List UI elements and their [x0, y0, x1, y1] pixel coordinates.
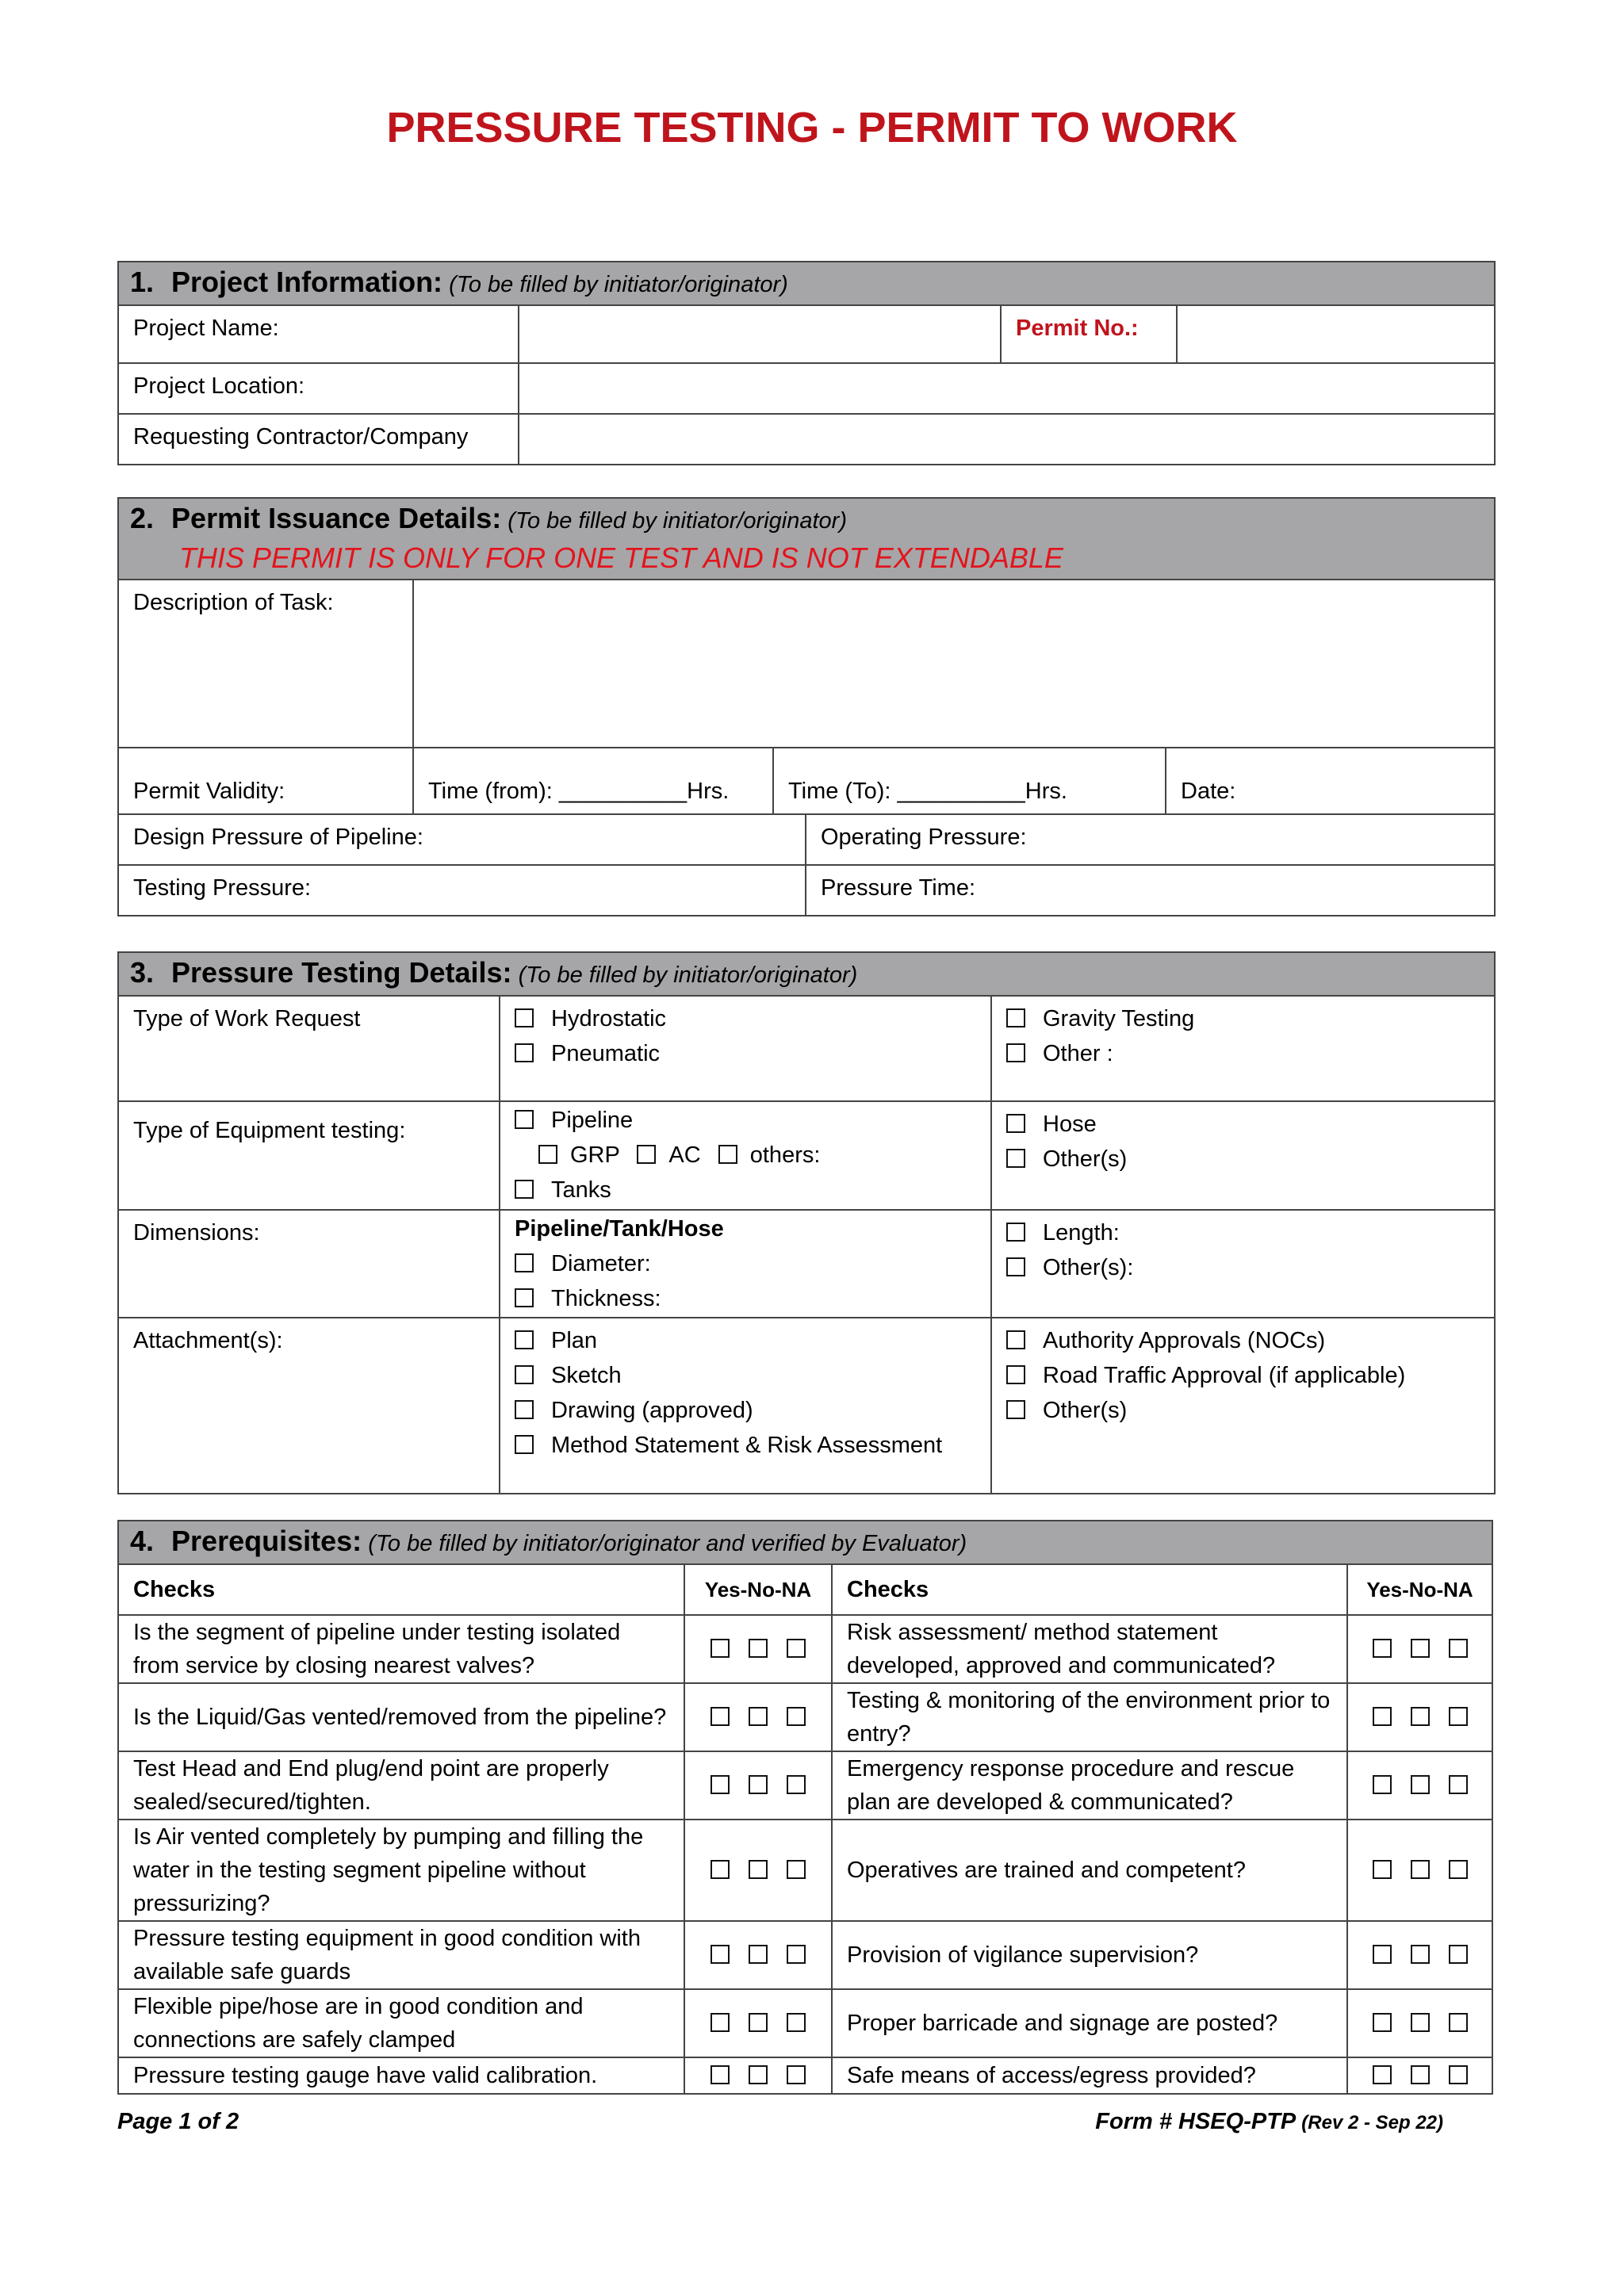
pipeline-tank-hose-heading: Pipeline/Tank/Hose [515, 1216, 724, 1242]
requesting-contractor-label: Requesting Contractor/Company [118, 414, 519, 465]
table-row [118, 1921, 1492, 1989]
checkbox[interactable] [1006, 1223, 1025, 1242]
checks-column-header: Checks [832, 1564, 1347, 1615]
thickness-option[interactable] [515, 1281, 976, 1316]
dimensions-label: Dimensions: [118, 1210, 500, 1318]
option-label: Other(s): [1043, 1255, 1134, 1280]
yes-checkbox[interactable] [710, 1775, 730, 1794]
yes-no-na-column-header: Yes-No-NA [684, 1564, 832, 1615]
checkbox[interactable] [1006, 1365, 1025, 1384]
yes-no-na-checkboxes [684, 1989, 832, 2057]
no-checkbox[interactable] [1411, 1775, 1430, 1794]
table-row [118, 1683, 1492, 1751]
table-row [118, 1751, 1492, 1820]
operating-pressure-field[interactable]: Operating Pressure: [806, 814, 1495, 865]
table-row [118, 1615, 1492, 1683]
yes-checkbox[interactable] [1373, 1707, 1392, 1726]
method-statement-option[interactable] [515, 1428, 976, 1463]
yes-checkbox[interactable] [710, 1945, 730, 1964]
check-item-right: Testing & monitoring of the environment prior to entry? [832, 1683, 1347, 1751]
option-label: AC [668, 1142, 701, 1168]
yes-checkbox[interactable] [1373, 2013, 1392, 2032]
no-checkbox[interactable] [1411, 1707, 1430, 1726]
checkbox[interactable] [1006, 1043, 1025, 1062]
check-item-right: Operatives are trained and competent? [832, 1820, 1347, 1921]
na-checkbox[interactable] [1449, 1945, 1468, 1964]
page-number: Page 1 of 2 [117, 2109, 239, 2134]
yes-no-na-checkboxes [684, 2057, 832, 2094]
section-permit-issuance [117, 497, 1496, 916]
option-label: Other(s) [1043, 1398, 1128, 1423]
ac-checkbox[interactable] [637, 1145, 656, 1164]
option-label: Pneumatic [551, 1041, 661, 1066]
option-label: Other : [1043, 1041, 1113, 1066]
checkbox[interactable] [1006, 1149, 1025, 1168]
sketch-option[interactable] [515, 1358, 976, 1393]
check-item-right: Provision of vigilance supervision? [832, 1921, 1347, 1989]
permit-notice: THIS PERMIT IS ONLY FOR ONE TEST AND IS NOT EXTENDABLE [179, 541, 1063, 574]
option-label: Tanks [551, 1177, 611, 1203]
section-project-information [117, 261, 1496, 465]
section-subtitle: (To be filled by initiator/originator and verified by Evaluator) [368, 1531, 967, 1556]
option-label: others: [749, 1142, 821, 1168]
checkbox[interactable] [515, 1365, 534, 1384]
yes-checkbox[interactable] [1373, 1639, 1392, 1658]
pipeline-option[interactable] [515, 1103, 976, 1138]
drawing-option[interactable] [515, 1393, 976, 1428]
plan-option[interactable] [515, 1323, 976, 1358]
check-item-right: Risk assessment/ method statement developed, approved and communicated? [832, 1615, 1347, 1683]
no-checkbox[interactable] [749, 2013, 768, 2032]
checkbox[interactable] [1006, 1330, 1025, 1349]
permit-no-label: Permit No.: [1001, 305, 1177, 363]
option-label: Sketch [551, 1363, 622, 1388]
hose-option[interactable] [1006, 1107, 1480, 1142]
no-checkbox[interactable] [749, 1639, 768, 1658]
project-name-label: Project Name: [118, 305, 519, 363]
option-label: Pipeline [551, 1108, 634, 1133]
option-label: Thickness: [551, 1286, 661, 1311]
design-pressure-field[interactable]: Design Pressure of Pipeline: [118, 814, 806, 865]
yes-no-na-checkboxes [1347, 1683, 1492, 1751]
type-of-equipment-label: Type of Equipment testing: [118, 1101, 500, 1210]
other-dimensions-option[interactable] [1006, 1250, 1480, 1285]
project-name-field[interactable] [519, 305, 1001, 363]
na-checkbox[interactable] [1449, 1707, 1468, 1726]
checkbox[interactable] [515, 1008, 534, 1027]
check-item-left: Is the Liquid/Gas vented/removed from the pipeline? [118, 1683, 684, 1751]
check-item-left: Test Head and End plug/end point are properly sealed/secured/tighten. [118, 1751, 684, 1820]
checkbox[interactable] [1006, 1400, 1025, 1419]
yes-no-na-checkboxes [1347, 2057, 1492, 2094]
check-item-left: Is the segment of pipeline under testing isolated from service by closing nearest valves? [118, 1615, 684, 1683]
check-item-left: Pressure testing gauge have valid calibration. [118, 2057, 684, 2094]
section-subtitle: (To be filled by initiator/originator) [518, 962, 858, 988]
no-checkbox[interactable] [1411, 2013, 1430, 2032]
na-checkbox[interactable] [787, 1775, 806, 1794]
section-number: 3. [130, 956, 155, 989]
yes-no-na-checkboxes [1347, 1751, 1492, 1820]
no-checkbox[interactable] [1411, 1860, 1430, 1879]
diameter-option[interactable] [515, 1246, 976, 1281]
checkbox[interactable] [515, 1180, 534, 1199]
no-checkbox[interactable] [1411, 1945, 1430, 1964]
no-checkbox[interactable] [1411, 1639, 1430, 1658]
road-traffic-option[interactable] [1006, 1358, 1480, 1393]
check-item-left: Pressure testing equipment in good condition with available safe guards [118, 1921, 684, 1989]
permit-validity-label: Permit Validity: [118, 748, 413, 814]
check-item-left: Flexible pipe/hose are in good condition and connections are safely clamped [118, 1989, 684, 2057]
time-to-field[interactable]: Time (To): __________Hrs. [773, 748, 1166, 814]
table-row [118, 2057, 1492, 2094]
no-checkbox[interactable] [749, 1945, 768, 1964]
pressure-time-field[interactable]: Pressure Time: [806, 865, 1495, 916]
yes-no-na-checkboxes [684, 1683, 832, 1751]
checkbox[interactable] [1006, 1008, 1025, 1027]
pneumatic-option[interactable] [515, 1036, 976, 1071]
option-label: Length: [1043, 1220, 1120, 1246]
section-pressure-testing-details [117, 951, 1496, 1494]
section-subtitle: (To be filled by initiator/originator) [449, 272, 788, 297]
checkbox[interactable] [515, 1330, 534, 1349]
hydrostatic-option[interactable] [515, 1001, 976, 1036]
other-attachments-option[interactable] [1006, 1393, 1480, 1428]
requesting-contractor-field[interactable] [519, 414, 1495, 465]
yes-no-na-checkboxes [1347, 1921, 1492, 1989]
no-checkbox[interactable] [1411, 2065, 1430, 2084]
length-option[interactable] [1006, 1215, 1480, 1250]
checkbox[interactable] [515, 1288, 534, 1307]
yes-no-na-checkboxes [1347, 1615, 1492, 1683]
na-checkbox[interactable] [787, 1860, 806, 1879]
yes-checkbox[interactable] [710, 1707, 730, 1726]
project-location-label: Project Location: [118, 363, 519, 414]
page-title: PRESSURE TESTING - PERMIT TO WORK [386, 104, 1238, 151]
grp-checkbox[interactable] [538, 1145, 557, 1164]
na-checkbox[interactable] [787, 1945, 806, 1964]
no-checkbox[interactable] [749, 1775, 768, 1794]
checkbox[interactable] [515, 1435, 534, 1454]
type-of-work-label: Type of Work Request [118, 996, 500, 1101]
option-label: Other(s) [1043, 1146, 1128, 1172]
option-label: Authority Approvals (NOCs) [1043, 1328, 1326, 1353]
project-location-field[interactable] [519, 363, 1495, 414]
option-label: Method Statement & Risk Assessment [551, 1433, 943, 1458]
check-item-right: Proper barricade and signage are posted? [832, 1989, 1347, 2057]
gravity-testing-option[interactable] [1006, 1001, 1480, 1036]
yes-no-na-checkboxes [1347, 1820, 1492, 1921]
option-label: Diameter: [551, 1251, 651, 1276]
option-label: Drawing (approved) [551, 1398, 753, 1423]
yes-checkbox[interactable] [710, 1860, 730, 1879]
option-label: Road Traffic Approval (if applicable) [1043, 1363, 1406, 1388]
attachments-label: Attachment(s): [118, 1318, 500, 1494]
no-checkbox[interactable] [749, 1707, 768, 1726]
form-revision: (Rev 2 - Sep 22) [1301, 2112, 1443, 2133]
others-checkbox[interactable] [718, 1145, 737, 1164]
section-number: 1. [130, 266, 155, 298]
yes-no-na-column-header: Yes-No-NA [1347, 1564, 1492, 1615]
yes-no-na-checkboxes [684, 1615, 832, 1683]
checkbox[interactable] [515, 1043, 534, 1062]
section-title: Pressure Testing Details: [171, 956, 512, 989]
yes-checkbox[interactable] [1373, 1775, 1392, 1794]
checkbox[interactable] [1006, 1257, 1025, 1276]
pipeline-material-options [515, 1138, 976, 1173]
option-label: GRP [570, 1142, 620, 1168]
checks-column-header: Checks [118, 1564, 684, 1615]
section-title: Permit Issuance Details: [171, 502, 502, 534]
na-checkbox[interactable] [1449, 1775, 1468, 1794]
na-checkbox[interactable] [1449, 2013, 1468, 2032]
check-item-right: Safe means of access/egress provided? [832, 2057, 1347, 2094]
yes-checkbox[interactable] [1373, 1860, 1392, 1879]
section4-header [118, 1521, 1492, 1564]
na-checkbox[interactable] [787, 2013, 806, 2032]
form-id: Form # HSEQ-PTP [1095, 2109, 1296, 2134]
section-number: 4. [130, 1525, 155, 1557]
section3-header [118, 952, 1495, 996]
form-number [1095, 2109, 1443, 2135]
na-checkbox[interactable] [787, 2065, 806, 2084]
description-field[interactable] [413, 580, 1495, 748]
checkbox[interactable] [1006, 1114, 1025, 1133]
testing-pressure-field[interactable]: Testing Pressure: [118, 865, 806, 916]
permit-no-field[interactable] [1177, 305, 1495, 363]
yes-no-na-checkboxes [1347, 1989, 1492, 2057]
other-equipment-option[interactable] [1006, 1142, 1480, 1177]
no-checkbox[interactable] [749, 2065, 768, 2084]
table-row [118, 1820, 1492, 1921]
yes-checkbox[interactable] [1373, 1945, 1392, 1964]
section-subtitle: (To be filled by initiator/originator) [508, 508, 847, 534]
yes-no-na-checkboxes [684, 1820, 832, 1921]
check-item-right: Emergency response procedure and rescue plan are developed & communicated? [832, 1751, 1347, 1820]
section-title: Project Information: [171, 266, 443, 298]
section2-header [118, 498, 1495, 580]
yes-checkbox[interactable] [710, 2013, 730, 2032]
yes-checkbox[interactable] [1373, 2065, 1392, 2084]
checkbox[interactable] [515, 1253, 534, 1272]
check-item-left: Is Air vented completely by pumping and filling the water in the testing segment pipeline without pressurizing? [118, 1820, 684, 1921]
yes-checkbox[interactable] [710, 2065, 730, 2084]
na-checkbox[interactable] [787, 1707, 806, 1726]
yes-no-na-checkboxes [684, 1921, 832, 1989]
section-title: Prerequisites: [171, 1525, 362, 1557]
option-label: Hydrostatic [551, 1006, 667, 1031]
no-checkbox[interactable] [749, 1860, 768, 1879]
na-checkbox[interactable] [1449, 2065, 1468, 2084]
option-label: Hose [1043, 1112, 1097, 1137]
na-checkbox[interactable] [1449, 1860, 1468, 1879]
authority-approvals-option[interactable] [1006, 1323, 1480, 1358]
description-label: Description of Task: [118, 580, 413, 748]
checkbox[interactable] [515, 1400, 534, 1419]
section1-header [118, 262, 1495, 305]
tanks-option[interactable] [515, 1173, 976, 1207]
option-label: Gravity Testing [1043, 1006, 1195, 1031]
date-field[interactable]: Date: [1166, 748, 1495, 814]
section-number: 2. [130, 502, 155, 534]
section-prerequisites [117, 1520, 1493, 2095]
table-row [118, 1989, 1492, 2057]
yes-checkbox[interactable] [710, 1639, 730, 1658]
option-label: Plan [551, 1328, 598, 1353]
yes-no-na-checkboxes [684, 1751, 832, 1820]
other-work-option[interactable] [1006, 1036, 1480, 1071]
na-checkbox[interactable] [787, 1639, 806, 1658]
na-checkbox[interactable] [1449, 1639, 1468, 1658]
checkbox[interactable] [515, 1110, 534, 1129]
time-from-field[interactable]: Time (from): __________Hrs. [413, 748, 773, 814]
